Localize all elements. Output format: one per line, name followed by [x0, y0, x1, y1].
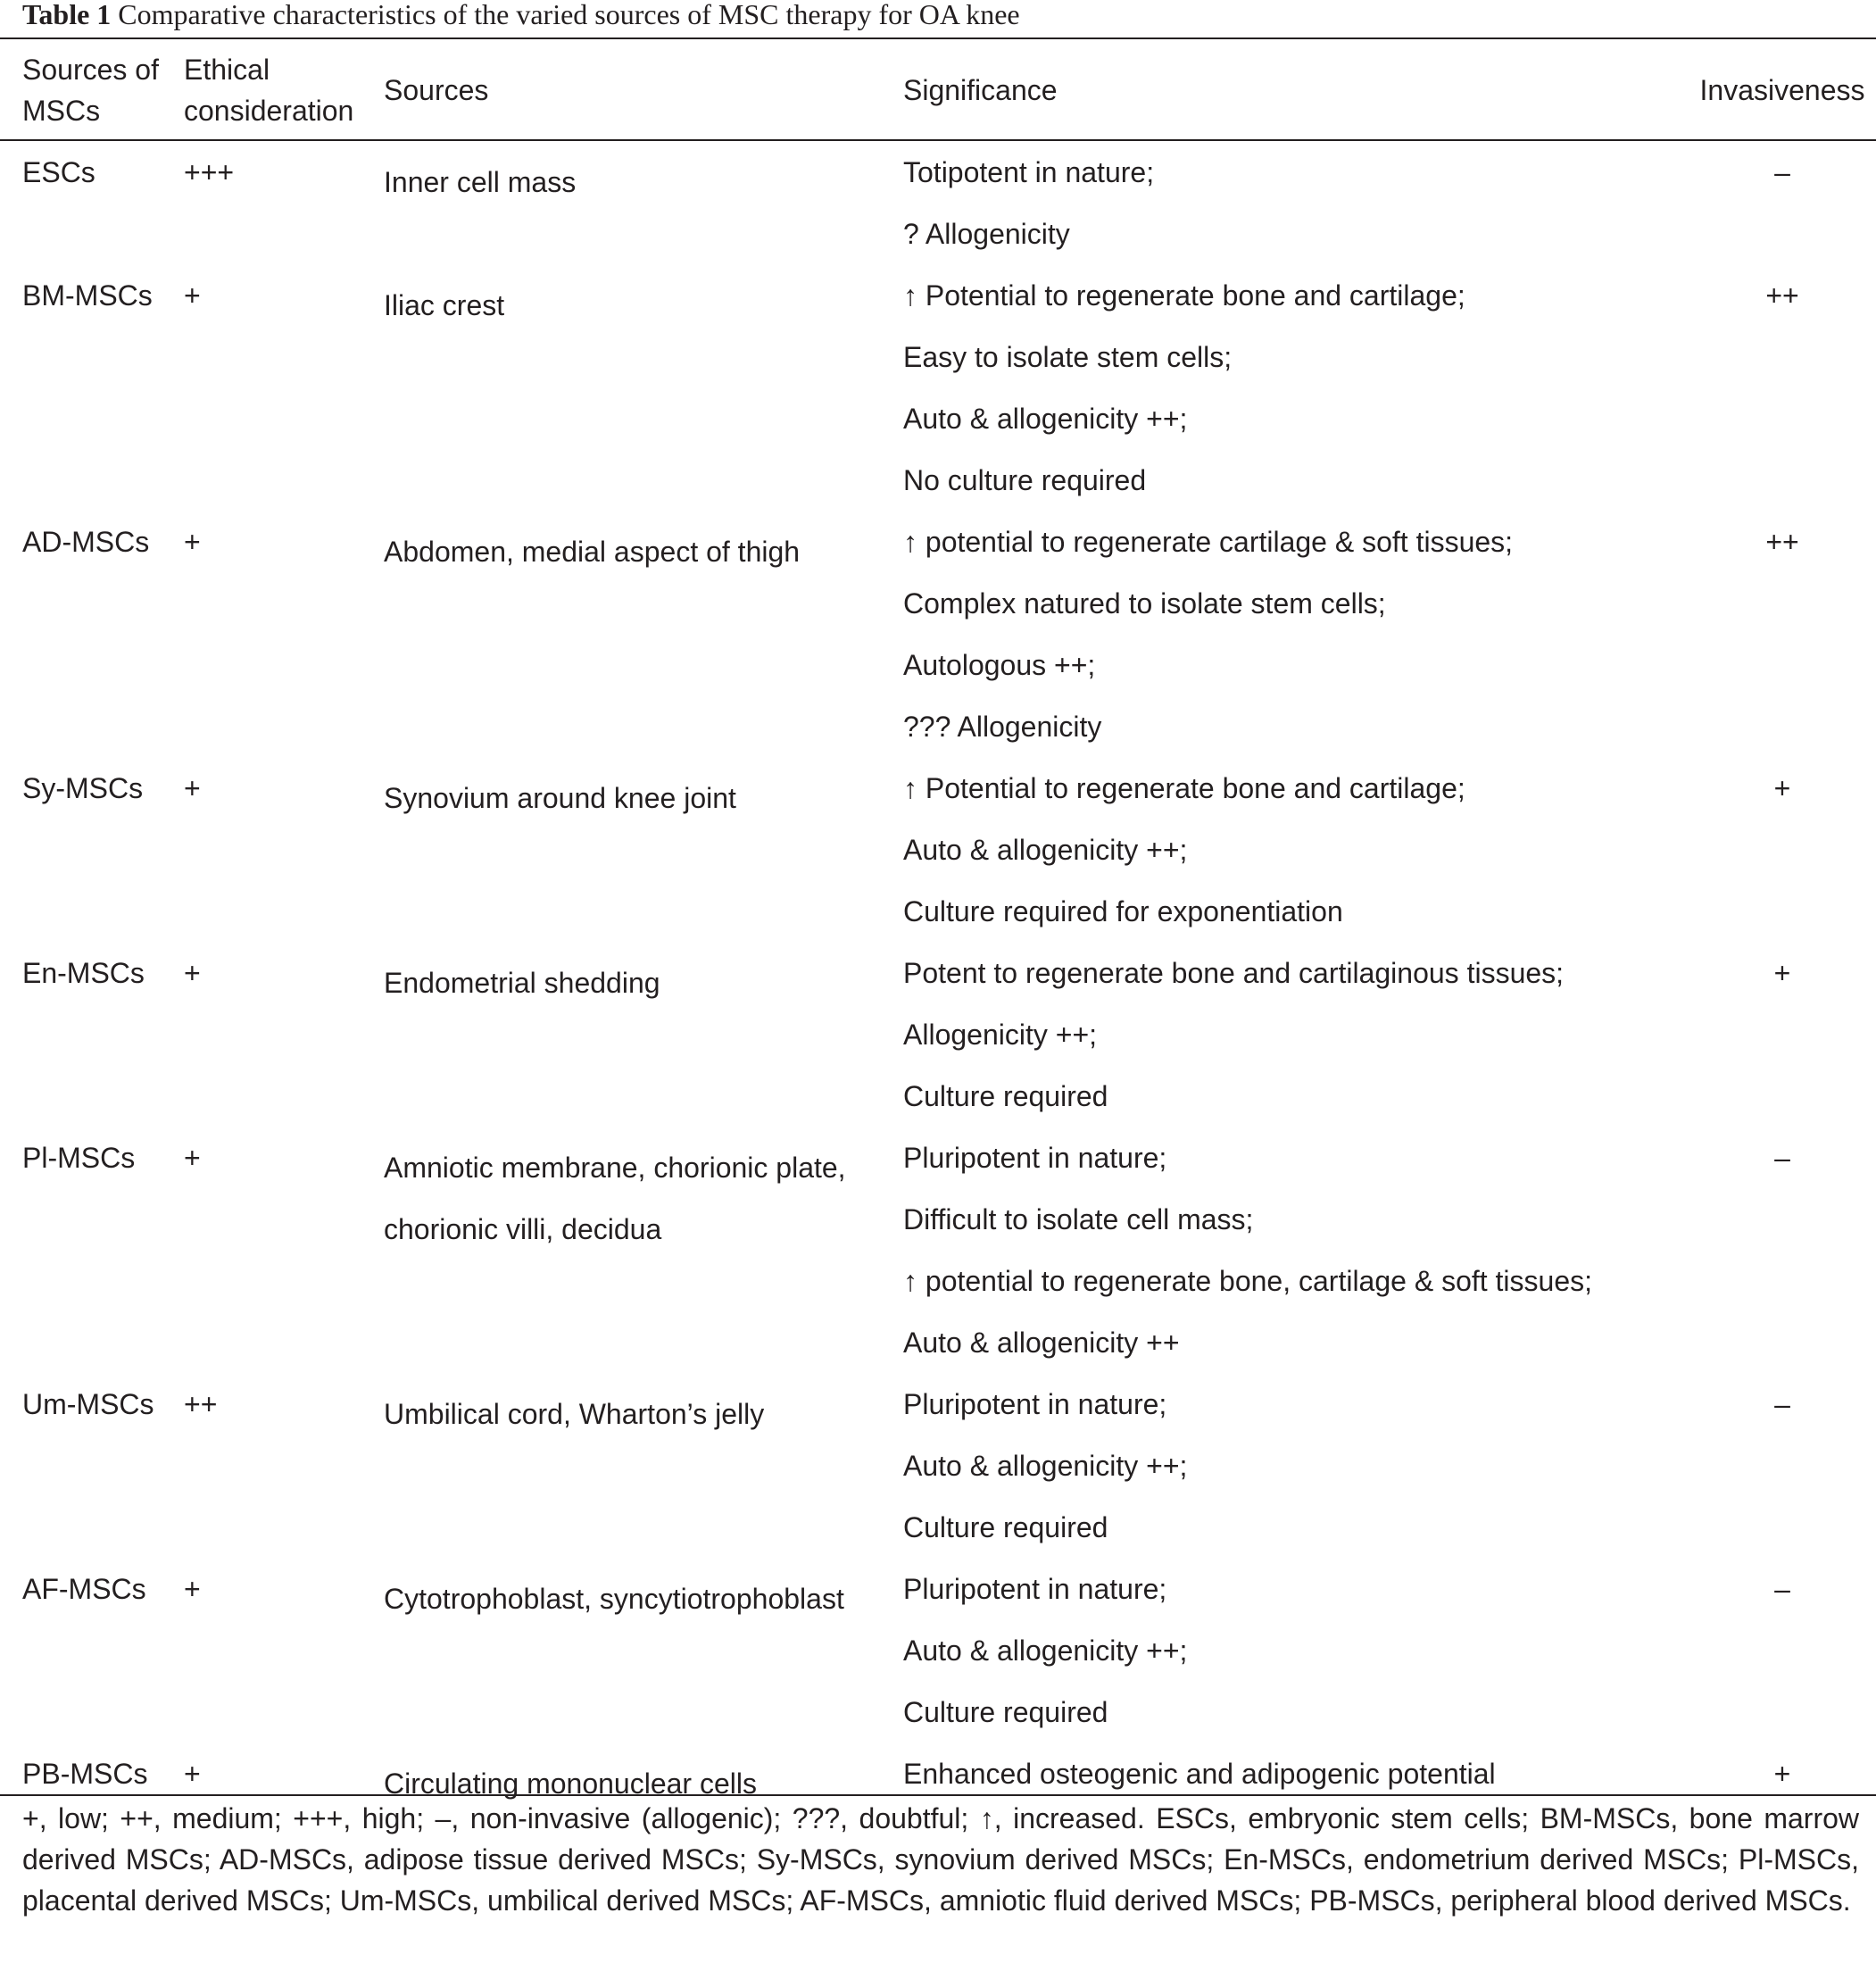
cell-ethical-consideration: + [184, 772, 201, 804]
cell-significance [903, 142, 1689, 265]
cell-sources: Cytotrophoblast, syncytiotrophoblast [384, 1583, 844, 1615]
significance-line: Easy to isolate stem cells; [903, 341, 1233, 373]
cell-invasiveness: – [1774, 1142, 1790, 1174]
significance-line: ↑ Potential to regenerate bone and cartilage; [903, 279, 1465, 312]
table-row [0, 1374, 1876, 1559]
cell-ethical-consideration: + [184, 1142, 201, 1174]
bottom-rule [0, 1794, 1876, 1796]
cell-invasiveness: – [1774, 156, 1790, 188]
significance-line: ↑ potential to regenerate bone, cartilage & soft tissues; [903, 1265, 1593, 1297]
cell-invasiveness: + [1773, 1758, 1791, 1790]
significance-line: Potent to regenerate bone and cartilaginous tissues; [903, 957, 1565, 989]
cell-msc-source: Pl-MSCs [22, 1142, 136, 1174]
table-title: Comparative characteristics of the varied sources of MSC therapy for OA knee [118, 0, 1020, 30]
cell-ethical-consideration: + [184, 957, 201, 989]
cell-sources: Iliac crest [384, 289, 505, 321]
cell-sources: Synovium around knee joint [384, 782, 736, 814]
cell-significance [903, 1559, 1689, 1743]
cell-invasiveness: – [1774, 1573, 1790, 1605]
cell-sources: Umbilical cord, Wharton’s jelly [384, 1398, 765, 1430]
table-row [0, 943, 1876, 1127]
cell-ethical-consideration: + [184, 1573, 201, 1605]
cell-invasiveness: + [1773, 772, 1791, 804]
cell-msc-source: AF-MSCs [22, 1573, 146, 1605]
cell-msc-source: AD-MSCs [22, 526, 150, 558]
significance-line: Auto & allogenicity ++ [903, 1327, 1180, 1359]
table-footnote: +, low; ++, medium; +++, high; –, non-invasive (allogenic); ???, doubtful; ↑, increased. ESCs, embryonic stem cells; BM-MSCs, bone marrow derived MSCs; AD-MSCs, adipose tissue derived MSCs; Sy-MSCs, synovium derived MSCs; En-MSCs, endometrium derived MSCs; Pl-MSCs, placental derived MSCs; Um-MSCs, umbilical derived MSCs; AF-MSCs, amniotic fluid derived MSCs; PB-MSCs, peripheral blood derived MSCs. [22, 1802, 1859, 1917]
cell-msc-source: Sy-MSCs [22, 772, 144, 804]
cell-significance [903, 1127, 1689, 1374]
significance-line: Pluripotent in nature; [903, 1573, 1167, 1605]
significance-line: Totipotent in nature; [903, 156, 1155, 188]
header-sources-of-mscs: Sources of MSCs [22, 54, 159, 127]
significance-line: Enhanced osteogenic and adipogenic potential [903, 1758, 1496, 1790]
cell-msc-source: ESCs [22, 156, 95, 188]
table-row [0, 758, 1876, 943]
cell-ethical-consideration: + [184, 1758, 201, 1790]
table-header-row [0, 40, 1876, 142]
significance-line: Auto & allogenicity ++; [903, 1450, 1188, 1482]
significance-line: Auto & allogenicity ++; [903, 403, 1188, 435]
header-ethical-consideration: Ethical consideration [184, 54, 354, 127]
cell-significance [903, 943, 1689, 1127]
significance-line: ↑ Potential to regenerate bone and cartilage; [903, 772, 1465, 804]
msc-sources-table [0, 40, 1876, 1815]
cell-msc-source: PB-MSCs [22, 1758, 148, 1790]
cell-sources: Endometrial shedding [384, 967, 660, 999]
significance-line: Culture required [903, 1696, 1108, 1728]
cell-invasiveness: – [1774, 1388, 1790, 1420]
significance-line: Allogenicity ++; [903, 1019, 1098, 1051]
significance-line: Auto & allogenicity ++; [903, 1634, 1188, 1667]
cell-sources: Amniotic membrane, chorionic plate, chorionic villi, decidua [384, 1152, 846, 1245]
significance-line: Culture required for exponentiation [903, 895, 1343, 927]
cell-invasiveness: + [1773, 957, 1791, 989]
cell-sources: Circulating mononuclear cells [384, 1768, 757, 1800]
significance-line: Complex natured to isolate stem cells; [903, 587, 1386, 620]
significance-line: Auto & allogenicity ++; [903, 834, 1188, 866]
table-row [0, 512, 1876, 758]
cell-significance [903, 512, 1689, 758]
header-invasiveness: Invasiveness [1699, 74, 1865, 106]
significance-line: ? Allogenicity [903, 218, 1070, 250]
cell-ethical-consideration: + [184, 279, 201, 312]
significance-line: ??? Allogenicity [903, 711, 1102, 743]
table-body [0, 142, 1876, 1815]
significance-line: Culture required [903, 1511, 1108, 1543]
significance-line: Pluripotent in nature; [903, 1142, 1167, 1174]
header-rule [0, 139, 1876, 141]
header-sources: Sources [384, 74, 489, 106]
table-row [0, 1559, 1876, 1743]
table-caption [22, 0, 1861, 29]
cell-invasiveness: ++ [1765, 279, 1799, 312]
cell-sources: Inner cell mass [384, 166, 577, 198]
cell-ethical-consideration: +++ [184, 156, 235, 188]
table-label: Table 1 [22, 0, 112, 30]
significance-line: Difficult to isolate cell mass; [903, 1203, 1254, 1235]
cell-msc-source: BM-MSCs [22, 279, 153, 312]
cell-msc-source: En-MSCs [22, 957, 145, 989]
cell-ethical-consideration: ++ [184, 1388, 218, 1420]
header-significance: Significance [903, 74, 1058, 106]
cell-significance [903, 265, 1689, 512]
table-row [0, 142, 1876, 265]
table-row [0, 265, 1876, 512]
significance-line: No culture required [903, 464, 1147, 496]
top-rule [0, 37, 1876, 39]
significance-line: Autologous ++; [903, 649, 1096, 681]
table-row [0, 1127, 1876, 1374]
cell-msc-source: Um-MSCs [22, 1388, 154, 1420]
cell-significance [903, 758, 1689, 943]
cell-invasiveness: ++ [1765, 526, 1799, 558]
significance-line: ↑ potential to regenerate cartilage & soft tissues; [903, 526, 1514, 558]
significance-line: Culture required [903, 1080, 1108, 1112]
cell-sources: Abdomen, medial aspect of thigh [384, 536, 801, 568]
significance-line: Pluripotent in nature; [903, 1388, 1167, 1420]
cell-significance [903, 1374, 1689, 1559]
cell-ethical-consideration: + [184, 526, 201, 558]
